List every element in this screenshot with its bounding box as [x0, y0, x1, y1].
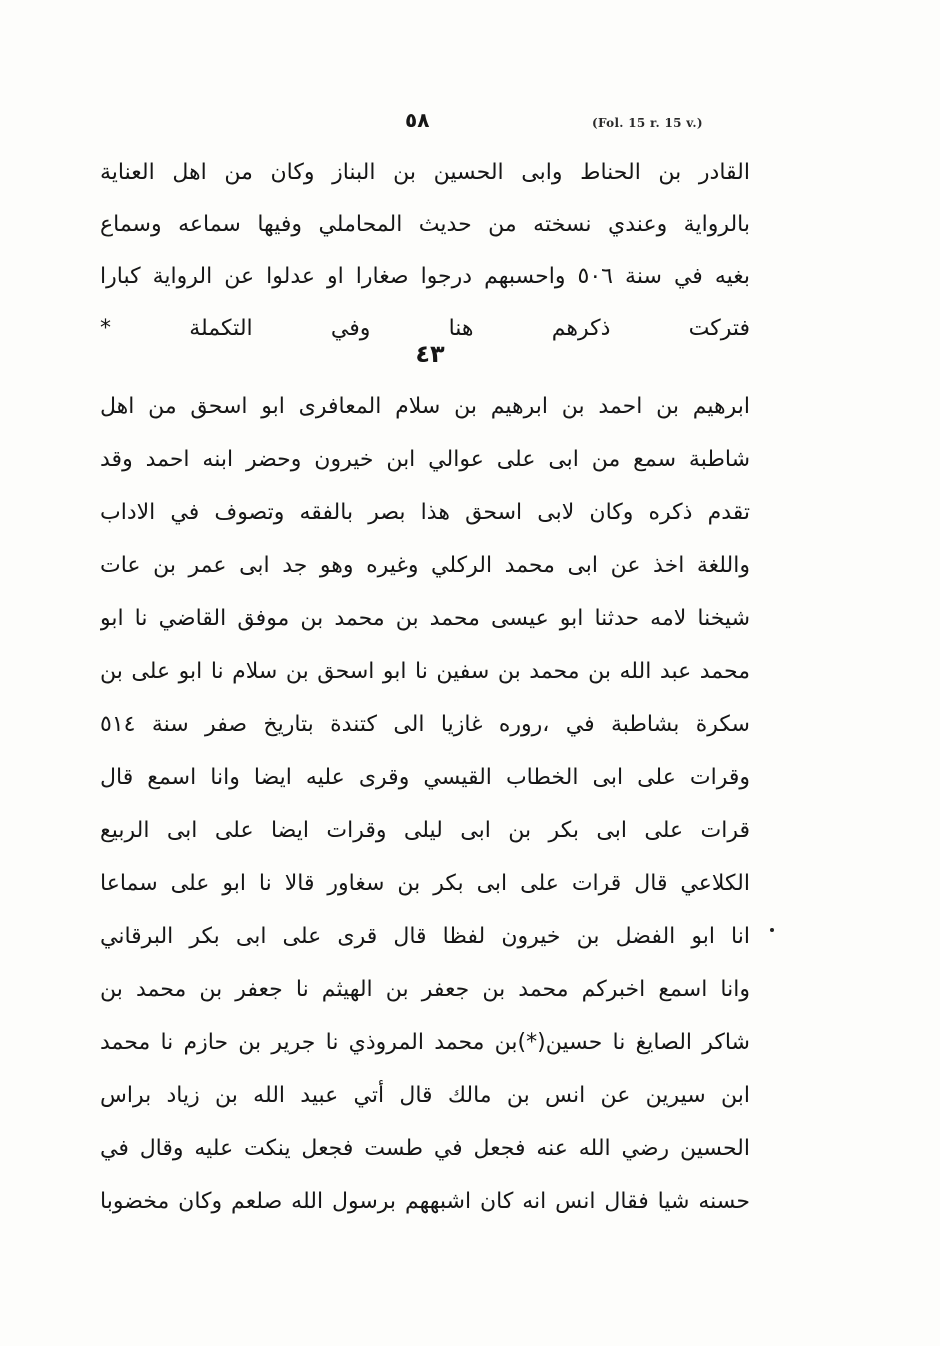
text-block-continuation — [100, 147, 750, 355]
text-line: بالرواية وعندي نسخته من حديث المحاملي وفيها سماعه وسماع — [100, 212, 750, 237]
text-line: فتركت ذكرهم هنا وفي التكملة * — [100, 316, 750, 341]
text-line: تقدم ذكره وكان لابى اسحق هذا بصر بالفقه وتصوف في الاداب — [100, 500, 750, 525]
text-line: سكرة بشاطبة في ،روره غازيا الى كتندة بتاريخ صفر سنة ٥١٤ — [100, 712, 750, 737]
text-line: شاكر الصايغ نا حسين(*)بن محمد المروذي نا جرير بن حازم نا محمد — [100, 1030, 750, 1055]
entry-number: ٤٣ — [415, 340, 445, 368]
text-line: القادر بن الحناط وابى الحسين بن البناز وكان من اهل العناية — [100, 160, 750, 185]
text-line: واللغة اخذ عن ابى محمد الركلي وغيره وهو جد ابى عمر بن عات — [100, 553, 750, 578]
text-line: بغيه في سنة ٥٠٦ واحسبهم درجوا صغارا او عدلوا عن الرواية كبارا — [100, 264, 750, 289]
text-line: الكلاعي قال قرات على ابى بكر بن سغاور قالا نا ابو على سماعا — [100, 871, 750, 896]
text-line: قرات على ابى بكر بن ابى ليلى وقرات ايضا على ابى الربيع — [100, 818, 750, 843]
text-line: شيخنا لامه حدثنا ابو عيسى محمد بن محمد بن موفق القاضي نا ابو — [100, 606, 750, 631]
page-number: ٥٨ — [405, 108, 430, 132]
text-line: وقرات على ابى الخطاب القيسي وقرى عليه ايضا وانا اسمع قال — [100, 765, 750, 790]
text-line: ابن سيرين عن انس بن مالك قال أتي عبيد الله بن زياد براس — [100, 1083, 750, 1108]
text-line: ابرهيم بن احمد بن ابرهيم بن سلام المعافرى ابو اسحق من اهل — [100, 394, 750, 419]
text-block-entry — [100, 380, 750, 1228]
text-line: حسنه شيا فقال انس انه كان اشبههم برسول الله صلعم وكان مخضوبا — [100, 1189, 750, 1214]
ink-dot — [770, 928, 774, 932]
text-line: وانا اسمع اخبركم محمد بن جعفر بن الهيثم نا جعفر بن محمد بن — [100, 977, 750, 1002]
page-header — [0, 108, 940, 136]
folio-reference: (Fol. 15 r. 15 v.) — [592, 116, 703, 130]
text-line: محمد عبد الله بن محمد بن سفين نا ابو اسحق بن سلام نا ابو على بن — [100, 659, 750, 684]
text-line: انا ابو الفضل بن خيرون لفظا قال قرى على ابى بكر البرقاني — [100, 924, 750, 949]
text-line: الحسين رضي الله عنه فجعل في طست فجعل ينكت عليه وقال في — [100, 1136, 750, 1161]
text-line: شاطبة سمع من ابى على عوالي ابن خيرون وحضر ابنه احمد وقد — [100, 447, 750, 472]
